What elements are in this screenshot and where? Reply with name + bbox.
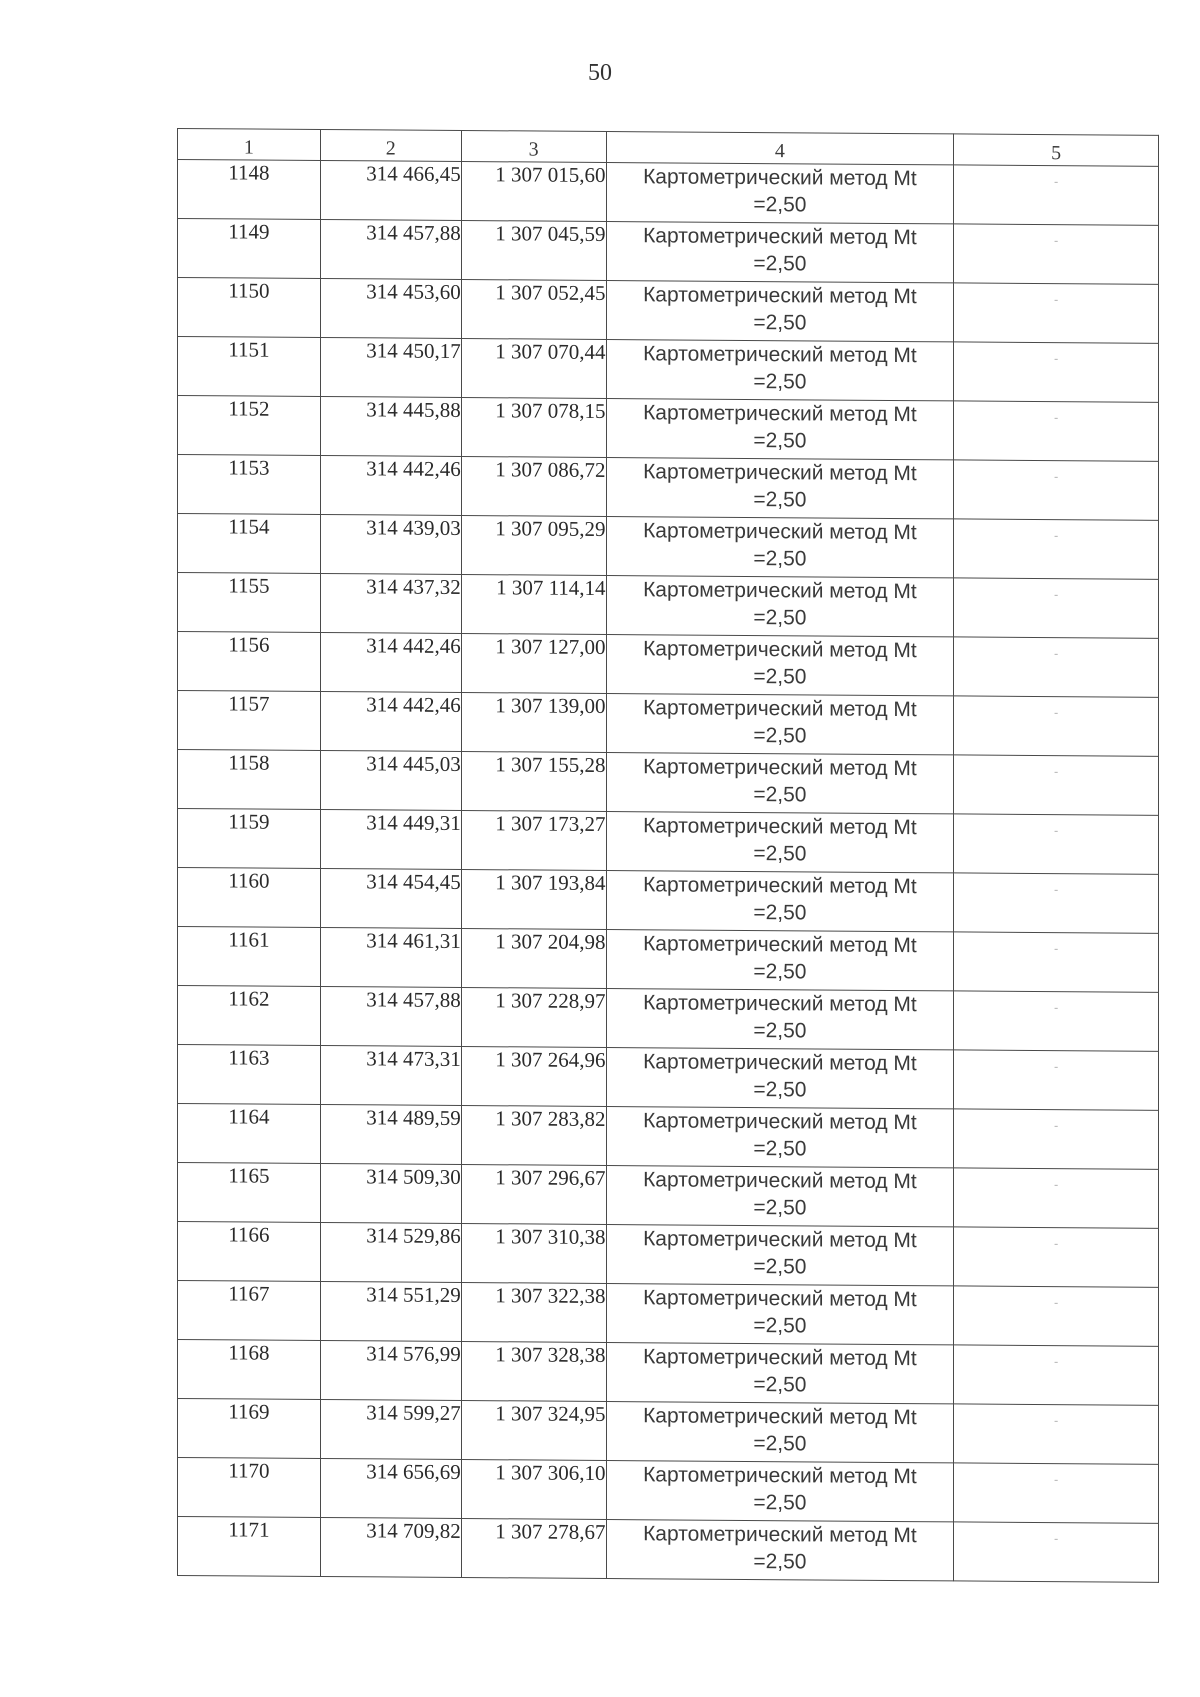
method-cell: [606, 339, 954, 400]
x-coordinate-cell: 314 473,31: [320, 1046, 461, 1106]
point-number-cell: 1153: [178, 455, 321, 515]
method-cell: [606, 1165, 954, 1226]
precision-text: =2,50: [753, 1196, 807, 1220]
table-row: [178, 750, 1159, 816]
x-coordinate-cell: 314 529,86: [320, 1223, 461, 1283]
method-cell: [606, 693, 954, 754]
method-text: Картометрический метод Mt: [643, 932, 917, 958]
precision-text: =2,50: [753, 783, 807, 807]
point-number-cell: 1163: [178, 1045, 321, 1105]
method-text: Картометрический метод Mt: [643, 814, 917, 840]
note-dash: -: [1054, 469, 1059, 484]
table-row: [178, 514, 1159, 580]
y-coordinate-cell: 1 307 328,38: [461, 1341, 606, 1401]
precision-text: =2,50: [753, 1550, 807, 1574]
y-coordinate-cell: 1 307 310,38: [461, 1223, 606, 1283]
point-number-cell: 1152: [178, 396, 321, 456]
method-cell: [606, 221, 954, 282]
table-row: [178, 1340, 1159, 1406]
note-cell: [954, 873, 1159, 933]
note-dash: -: [1054, 1531, 1059, 1546]
method-cell: [606, 811, 954, 872]
table-row: [178, 396, 1159, 462]
method-text: Картометрический метод Mt: [643, 224, 917, 250]
method-text: Картометрический метод Mt: [643, 401, 917, 427]
precision-text: =2,50: [753, 1255, 807, 1279]
precision-text: =2,50: [753, 1137, 807, 1161]
method-text: Картометрический метод Mt: [643, 1050, 917, 1076]
method-cell: [606, 398, 954, 459]
y-coordinate-cell: 1 307 078,15: [461, 397, 606, 457]
precision-text: =2,50: [753, 724, 807, 748]
y-coordinate-cell: 1 307 045,59: [461, 220, 606, 280]
precision-text: =2,50: [753, 1314, 807, 1338]
note-cell: [954, 283, 1159, 343]
method-text: Картометрический метод Mt: [643, 637, 917, 663]
precision-text: =2,50: [753, 193, 807, 217]
method-text: Картометрический метод Mt: [643, 1168, 917, 1194]
x-coordinate-cell: 314 439,03: [320, 515, 461, 575]
note-dash: -: [1054, 1177, 1059, 1192]
coordinates-table: [177, 128, 1159, 1583]
table-row: [178, 632, 1159, 698]
point-number-cell: 1157: [178, 691, 321, 751]
y-coordinate-cell: 1 307 322,38: [461, 1282, 606, 1342]
x-coordinate-cell: 314 453,60: [320, 279, 461, 339]
table-body: [178, 160, 1159, 1583]
method-cell: [606, 1460, 954, 1521]
method-text: Картометрический метод Mt: [643, 1404, 917, 1430]
point-number-cell: 1155: [178, 573, 321, 633]
note-cell: [954, 1227, 1159, 1287]
method-cell: [606, 516, 954, 577]
note-cell: [954, 1050, 1159, 1110]
y-coordinate-cell: 1 307 052,45: [461, 279, 606, 339]
table-row: [178, 868, 1159, 934]
note-dash: -: [1054, 1354, 1059, 1369]
precision-text: =2,50: [753, 429, 807, 453]
note-cell: [954, 814, 1159, 874]
y-coordinate-cell: 1 307 324,95: [461, 1400, 606, 1460]
note-dash: -: [1054, 587, 1059, 602]
y-coordinate-cell: 1 307 204,98: [461, 928, 606, 988]
point-number-cell: 1164: [178, 1104, 321, 1164]
method-cell: [606, 575, 954, 636]
x-coordinate-cell: 314 457,88: [320, 220, 461, 280]
point-number-cell: 1170: [178, 1458, 321, 1518]
x-coordinate-cell: 314 709,82: [320, 1518, 461, 1578]
note-dash: -: [1054, 1472, 1059, 1487]
precision-text: =2,50: [753, 1019, 807, 1043]
x-coordinate-cell: 314 449,31: [320, 810, 461, 870]
note-cell: [954, 1345, 1159, 1405]
note-dash: -: [1054, 351, 1059, 366]
note-cell: [954, 755, 1159, 815]
note-cell: [954, 578, 1159, 638]
point-number-cell: 1167: [178, 1281, 321, 1341]
note-cell: [954, 1168, 1159, 1228]
method-cell: [606, 1224, 954, 1285]
y-coordinate-cell: 1 307 173,27: [461, 810, 606, 870]
x-coordinate-cell: 314 437,32: [320, 574, 461, 634]
precision-text: =2,50: [753, 547, 807, 571]
y-coordinate-cell: 1 307 015,60: [461, 161, 606, 221]
note-cell: [954, 1522, 1159, 1582]
note-dash: -: [1054, 1413, 1059, 1428]
method-text: Картометрический метод Mt: [643, 342, 917, 368]
x-coordinate-cell: 314 551,29: [320, 1282, 461, 1342]
note-cell: [954, 165, 1159, 225]
note-dash: -: [1054, 1000, 1059, 1015]
y-coordinate-cell: 1 307 278,67: [461, 1518, 606, 1578]
method-text: Картометрический метод Mt: [643, 519, 917, 545]
table-row: [178, 1517, 1159, 1583]
x-coordinate-cell: 314 442,46: [320, 692, 461, 752]
y-coordinate-cell: 1 307 283,82: [461, 1105, 606, 1165]
column-header-2: 2: [320, 130, 461, 162]
y-coordinate-cell: 1 307 114,14: [461, 574, 606, 634]
table-row: [178, 1222, 1159, 1288]
method-text: Картометрический метод Mt: [643, 696, 917, 722]
table-row: [178, 986, 1159, 1052]
point-number-cell: 1159: [178, 809, 321, 869]
table-row: [178, 691, 1159, 757]
page-number: 50: [588, 60, 612, 86]
x-coordinate-cell: 314 457,88: [320, 987, 461, 1047]
method-cell: [606, 162, 954, 223]
column-header-3: 3: [461, 130, 606, 162]
method-text: Картометрический метод Mt: [643, 991, 917, 1017]
note-dash: -: [1054, 410, 1059, 425]
x-coordinate-cell: 314 656,69: [320, 1459, 461, 1519]
precision-text: =2,50: [753, 311, 807, 335]
note-dash: -: [1054, 941, 1059, 956]
y-coordinate-cell: 1 307 228,97: [461, 987, 606, 1047]
point-number-cell: 1160: [178, 868, 321, 928]
note-cell: [954, 460, 1159, 520]
note-cell: [954, 991, 1159, 1051]
x-coordinate-cell: 314 445,88: [320, 397, 461, 457]
note-dash: -: [1054, 292, 1059, 307]
table-row: [178, 1399, 1159, 1465]
y-coordinate-cell: 1 307 095,29: [461, 515, 606, 575]
y-coordinate-cell: 1 307 306,10: [461, 1459, 606, 1519]
note-cell: [954, 224, 1159, 284]
precision-text: =2,50: [753, 370, 807, 394]
method-cell: [606, 457, 954, 518]
x-coordinate-cell: 314 599,27: [320, 1400, 461, 1460]
y-coordinate-cell: 1 307 296,67: [461, 1164, 606, 1224]
table-row: [178, 1458, 1159, 1524]
method-text: Картометрический метод Mt: [643, 1227, 917, 1253]
method-cell: [606, 280, 954, 341]
method-text: Картометрический метод Mt: [643, 165, 917, 191]
point-number-cell: 1156: [178, 632, 321, 692]
precision-text: =2,50: [753, 960, 807, 984]
x-coordinate-cell: 314 442,46: [320, 633, 461, 693]
precision-text: =2,50: [753, 1078, 807, 1102]
note-dash: -: [1054, 646, 1059, 661]
x-coordinate-cell: 314 509,30: [320, 1164, 461, 1224]
method-text: Картометрический метод Mt: [643, 755, 917, 781]
note-cell: [954, 696, 1159, 756]
table-row: [178, 1045, 1159, 1111]
x-coordinate-cell: 314 576,99: [320, 1341, 461, 1401]
method-text: Картометрический метод Mt: [643, 1522, 917, 1548]
method-cell: [606, 1047, 954, 1108]
table-row: [178, 927, 1159, 993]
note-cell: [954, 932, 1159, 992]
note-dash: -: [1054, 882, 1059, 897]
point-number-cell: 1154: [178, 514, 321, 574]
note-cell: [954, 637, 1159, 697]
note-cell: [954, 519, 1159, 579]
precision-text: =2,50: [753, 606, 807, 630]
point-number-cell: 1162: [178, 986, 321, 1046]
method-text: Картометрический метод Mt: [643, 460, 917, 486]
x-coordinate-cell: 314 450,17: [320, 338, 461, 398]
point-number-cell: 1161: [178, 927, 321, 987]
point-number-cell: 1166: [178, 1222, 321, 1282]
precision-text: =2,50: [753, 1373, 807, 1397]
y-coordinate-cell: 1 307 086,72: [461, 456, 606, 516]
y-coordinate-cell: 1 307 139,00: [461, 692, 606, 752]
note-dash: -: [1054, 174, 1059, 189]
method-cell: [606, 634, 954, 695]
note-dash: -: [1054, 1295, 1059, 1310]
method-cell: [606, 1283, 954, 1344]
precision-text: =2,50: [753, 1491, 807, 1515]
method-text: Картометрический метод Mt: [643, 1463, 917, 1489]
method-text: Картометрический метод Mt: [643, 873, 917, 899]
note-dash: -: [1054, 764, 1059, 779]
method-text: Картометрический метод Mt: [643, 1345, 917, 1371]
table-row: [178, 1104, 1159, 1170]
note-dash: -: [1054, 705, 1059, 720]
y-coordinate-cell: 1 307 264,96: [461, 1046, 606, 1106]
table-row: [178, 337, 1159, 403]
table-row: [178, 455, 1159, 521]
note-cell: [954, 1463, 1159, 1523]
note-dash: -: [1054, 1236, 1059, 1251]
method-text: Картометрический метод Mt: [643, 1109, 917, 1135]
table-row: [178, 160, 1159, 226]
method-cell: [606, 988, 954, 1049]
point-number-cell: 1149: [178, 219, 321, 279]
precision-text: =2,50: [753, 842, 807, 866]
point-number-cell: 1169: [178, 1399, 321, 1459]
point-number-cell: 1158: [178, 750, 321, 810]
note-cell: [954, 1404, 1159, 1464]
y-coordinate-cell: 1 307 193,84: [461, 869, 606, 929]
method-text: Картометрический метод Mt: [643, 283, 917, 309]
point-number-cell: 1165: [178, 1163, 321, 1223]
method-cell: [606, 1519, 954, 1580]
y-coordinate-cell: 1 307 155,28: [461, 751, 606, 811]
x-coordinate-cell: 314 445,03: [320, 751, 461, 811]
note-dash: -: [1054, 528, 1059, 543]
table-row: [178, 219, 1159, 285]
method-cell: [606, 1401, 954, 1462]
note-dash: -: [1054, 1059, 1059, 1074]
point-number-cell: 1171: [178, 1517, 321, 1577]
note-cell: [954, 1286, 1159, 1346]
y-coordinate-cell: 1 307 070,44: [461, 338, 606, 398]
table-row: [178, 573, 1159, 639]
table-row: [178, 809, 1159, 875]
note-dash: -: [1054, 1118, 1059, 1133]
note-dash: -: [1054, 823, 1059, 838]
note-cell: [954, 342, 1159, 402]
point-number-cell: 1150: [178, 278, 321, 338]
y-coordinate-cell: 1 307 127,00: [461, 633, 606, 693]
table-row: [178, 1163, 1159, 1229]
column-header-4: 4: [606, 131, 954, 164]
x-coordinate-cell: 314 466,45: [320, 161, 461, 221]
point-number-cell: 1151: [178, 337, 321, 397]
note-cell: [954, 1109, 1159, 1169]
precision-text: =2,50: [753, 901, 807, 925]
method-cell: [606, 870, 954, 931]
table-row: [178, 1281, 1159, 1347]
column-header-1: 1: [178, 129, 321, 161]
x-coordinate-cell: 314 442,46: [320, 456, 461, 516]
method-text: Картометрический метод Mt: [643, 578, 917, 604]
column-header-5: 5: [954, 134, 1159, 166]
method-cell: [606, 752, 954, 813]
method-cell: [606, 929, 954, 990]
method-cell: [606, 1342, 954, 1403]
method-cell: [606, 1106, 954, 1167]
note-dash: -: [1054, 233, 1059, 248]
point-number-cell: 1168: [178, 1340, 321, 1400]
table-row: [178, 278, 1159, 344]
x-coordinate-cell: 314 461,31: [320, 928, 461, 988]
x-coordinate-cell: 314 454,45: [320, 869, 461, 929]
x-coordinate-cell: 314 489,59: [320, 1105, 461, 1165]
precision-text: =2,50: [753, 1432, 807, 1456]
method-text: Картометрический метод Mt: [643, 1286, 917, 1312]
note-cell: [954, 401, 1159, 461]
precision-text: =2,50: [753, 665, 807, 689]
precision-text: =2,50: [753, 488, 807, 512]
point-number-cell: 1148: [178, 160, 321, 220]
precision-text: =2,50: [753, 252, 807, 276]
